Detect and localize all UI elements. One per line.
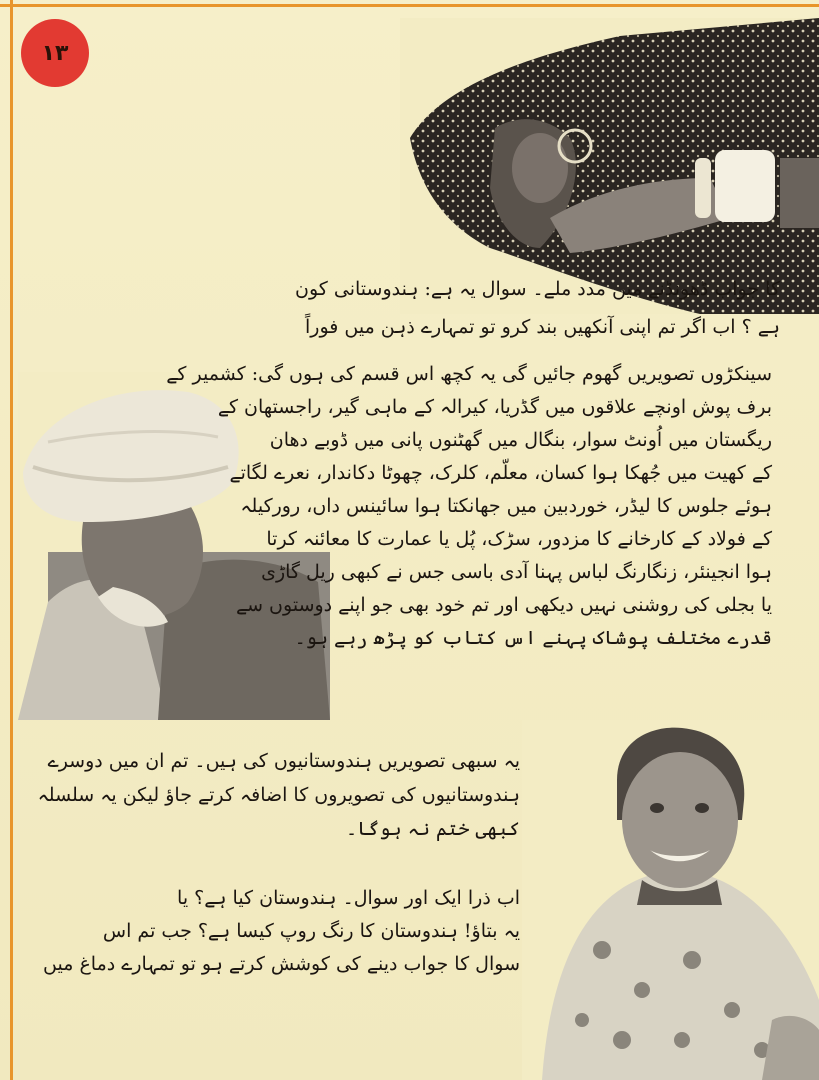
images-paragraph (166, 358, 772, 655)
text-line: اب ذرا ایک اور سوال۔ ہندوستان کیا ہے؟ یا (177, 887, 520, 909)
text-line: کے فولاد کے کارخانے کا مزدور، سڑک، پُل یا عمارت کا معائنہ کرتا (266, 528, 772, 550)
text-line: یہ بتاؤ! ہندوستان کا رنگ روپ کیسا ہے؟ جب تم اس (102, 920, 520, 942)
page-number: ۱۳ (41, 40, 69, 66)
text-line: کبھی ختم نہ ہوگا۔ (346, 818, 520, 840)
question-paragraph (43, 882, 520, 981)
text-line: ریگستان میں اُونٹ سوار، بنگال میں گھٹنوں پانی میں ڈوبے دھان (269, 429, 772, 451)
text-line: قدرے مختلف پوشاک پہنے اس کتاب کو پڑھ رہے ہو۔ (294, 627, 772, 649)
text-line: برف پوش اونچے علاقوں میں گڈریا، کیرالہ کے ماہی گیر، راجستھان کے (217, 396, 772, 418)
text-line: کے کھیت میں جُھکا ہوا کسان، معلّم، کلرک، چھوٹا دکاندار، نعرے لگاتے (229, 462, 772, 484)
text-line: یہ سبھی تصویریں ہندوستانیوں کی ہیں۔ تم ان میں دوسرے (47, 750, 520, 772)
smiling-girl-photo (522, 720, 819, 1080)
page-border-top (0, 4, 819, 7)
intro-paragraph (100, 270, 780, 346)
page-border-left (10, 0, 13, 1080)
text-line: ہے ؟ اب اگر تم اپنی آنکھیں بند کرو تو تمہارے ذہن میں فوراً (304, 316, 780, 338)
text-line: سوال کا جواب دینے کی کوشش کرتے ہو تو تمہارے دماغ میں (43, 953, 520, 975)
text-line: ہندوستانیوں کی تصویروں کا اضافہ کرتے جاؤ لیکن یہ سلسلہ (37, 784, 520, 806)
text-line: یا بجلی کی روشنی نہیں دیکھی اور تم خود بھی جو اپنے دوستوں سے (235, 594, 772, 616)
text-line: سینکڑوں تصویریں گھوم جائیں گی یہ کچھ اس قسم کی ہوں گی: کشمیر کے (166, 363, 772, 385)
text-line: ہوا انجینئر، زنگارنگ لباس پہنا آدی باسی جس نے کبھی ریل گاڑی (261, 561, 772, 583)
text-line: ہوئے جلوس کا لیڈر، خوردبین میں جھانکتا ہوا سائینس داں، رورکیلہ (240, 495, 772, 517)
page-number-badge (21, 19, 89, 87)
text-line: کا جواب ڈھونڈنے میں مدد ملے۔ سوال یہ ہے: ہندوستانی کون (295, 278, 780, 300)
all-indians-paragraph (37, 744, 520, 846)
